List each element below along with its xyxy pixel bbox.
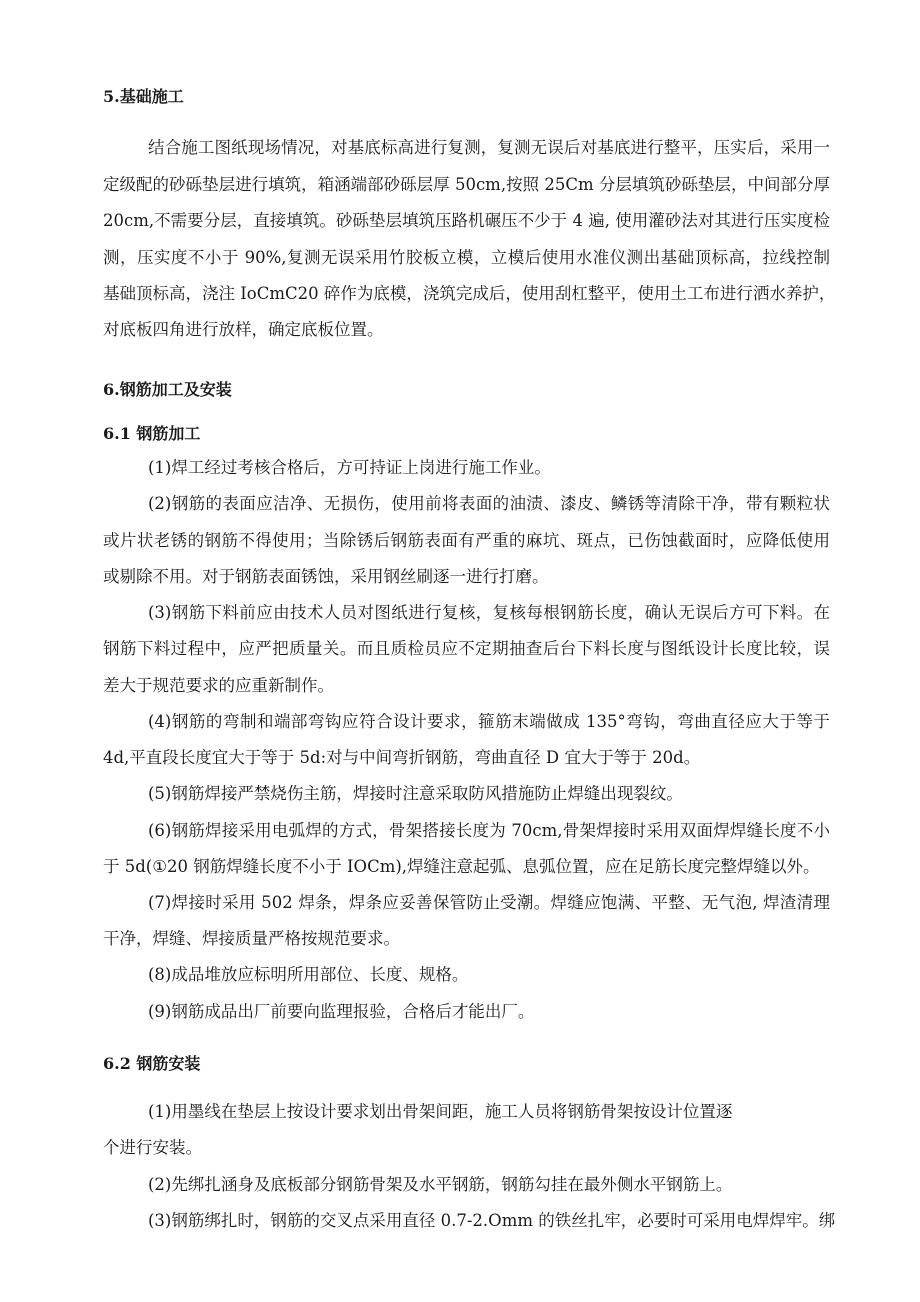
paragraph-line: 定级配的砂砾垫层进行填筑，箱涵端部砂砾层厚 50cm,按照 25Cm 分层填筑砂砾垫层，中间部分厚	[103, 175, 830, 194]
paragraph-line: 测，压实度不小于 90%,复测无误采用竹胶板立模，立模后使用水准仪测出基础顶标高，拉线控制	[103, 248, 830, 267]
paragraph-line: 结合施工图纸现场情况，对基底标高进行复测，复测无误后对基底进行整平，压实后，采用一	[148, 138, 830, 157]
section-6-1-heading: 6.1 钢筋加工	[103, 424, 201, 443]
list-item-line: (7)焊接时采用 502 焊条，焊条应妥善保管防止受潮。焊缝应饱满、平整、无气泡, 焊渣清理	[148, 893, 830, 912]
list-item-line: 于 5d(①20 钢筋焊缝长度不小于 IOCm),焊缝注意起弧、息弧位置，应在足筋长度完整焊缝以外。	[103, 857, 820, 876]
list-item-line: 4d,平直段长度宜大于等于 5d:对与中间弯折钢筋，弯曲直径 D 宜大于等于 20d。	[103, 748, 701, 767]
list-item-line: (3)钢筋下料前应由技术人员对图纸进行复核，复核每根钢筋长度，确认无误后方可下料。在	[148, 603, 830, 622]
list-item-line: (2)先绑扎涵身及底板部分钢筋骨架及水平钢筋，钢筋勾挂在最外侧水平钢筋上。	[148, 1175, 733, 1194]
list-item-line: 差大于规范要求的应重新制作。	[103, 676, 334, 695]
list-item-line: 干净，焊缝、焊接质量严格按规范要求。	[103, 929, 400, 948]
section-6-heading: 6.钢筋加工及安装	[103, 380, 232, 399]
list-item-line: (6)钢筋焊接采用电弧焊的方式，骨架搭接长度为 70cm,骨架焊接时采用双面焊焊缝长度不小	[148, 821, 830, 840]
list-item-line: (9)钢筋成品出厂前要向监理报验，合格后才能出厂。	[148, 1002, 535, 1021]
list-item-line: (4)钢筋的弯制和端部弯钩应符合设计要求，箍筋末端做成 135°弯钩，弯曲直径应大于等于	[148, 712, 830, 731]
list-item-line: (1)用墨线在垫层上按设计要求划出骨架间距，施工人员将钢筋骨架按设计位置逐	[148, 1102, 733, 1121]
list-item-line: 个进行安装。	[103, 1138, 202, 1157]
list-item-line: (2)钢筋的表面应洁净、无损伤，使用前将表面的油渍、漆皮、鳞锈等清除干净，带有颗粒状	[148, 494, 830, 513]
list-item-line: 或片状老锈的钢筋不得使用；当除锈后钢筋表面有严重的麻坑、斑点，已伤蚀截面时，应降低使用	[103, 531, 830, 550]
section-6-2-heading: 6.2 钢筋安装	[103, 1054, 201, 1073]
list-item-line: (8)成品堆放应标明所用部位、长度、规格。	[148, 965, 469, 984]
list-item-line: (3)钢筋绑扎时，钢筋的交叉点采用直径 0.7-2.Omm 的铁丝扎牢，必要时可采用电焊焊牢。绑	[148, 1211, 836, 1230]
list-item-line: 钢筋下料过程中，应严把质量关。而且质检员应不定期抽查后台下料长度与图纸设计长度比较，误	[103, 639, 830, 658]
list-item-line: 或剔除不用。对于钢筋表面锈蚀，采用钢丝刷逐一进行打磨。	[103, 567, 549, 586]
list-item-line: (1)焊工经过考核合格后，方可持证上岗进行施工作业。	[148, 458, 551, 477]
list-item-line: (5)钢筋焊接严禁烧伤主筋，焊接时注意采取防风措施防止焊缝出现裂纹。	[148, 784, 683, 803]
section-5-heading: 5.基础施工	[103, 87, 184, 106]
paragraph-line: 对底板四角进行放样，确定底板位置。	[103, 320, 384, 339]
paragraph-line: 基础顶标高，浇注 IoCmC20 碎作为底模，浇筑完成后，使用刮杠整平，使用土工布进行洒水养护，	[103, 284, 836, 303]
paragraph-line: 20cm,不需要分层，直接填筑。砂砾垫层填筑压路机碾压不少于 4 遍, 使用灌砂法对其进行压实度检	[103, 211, 830, 230]
